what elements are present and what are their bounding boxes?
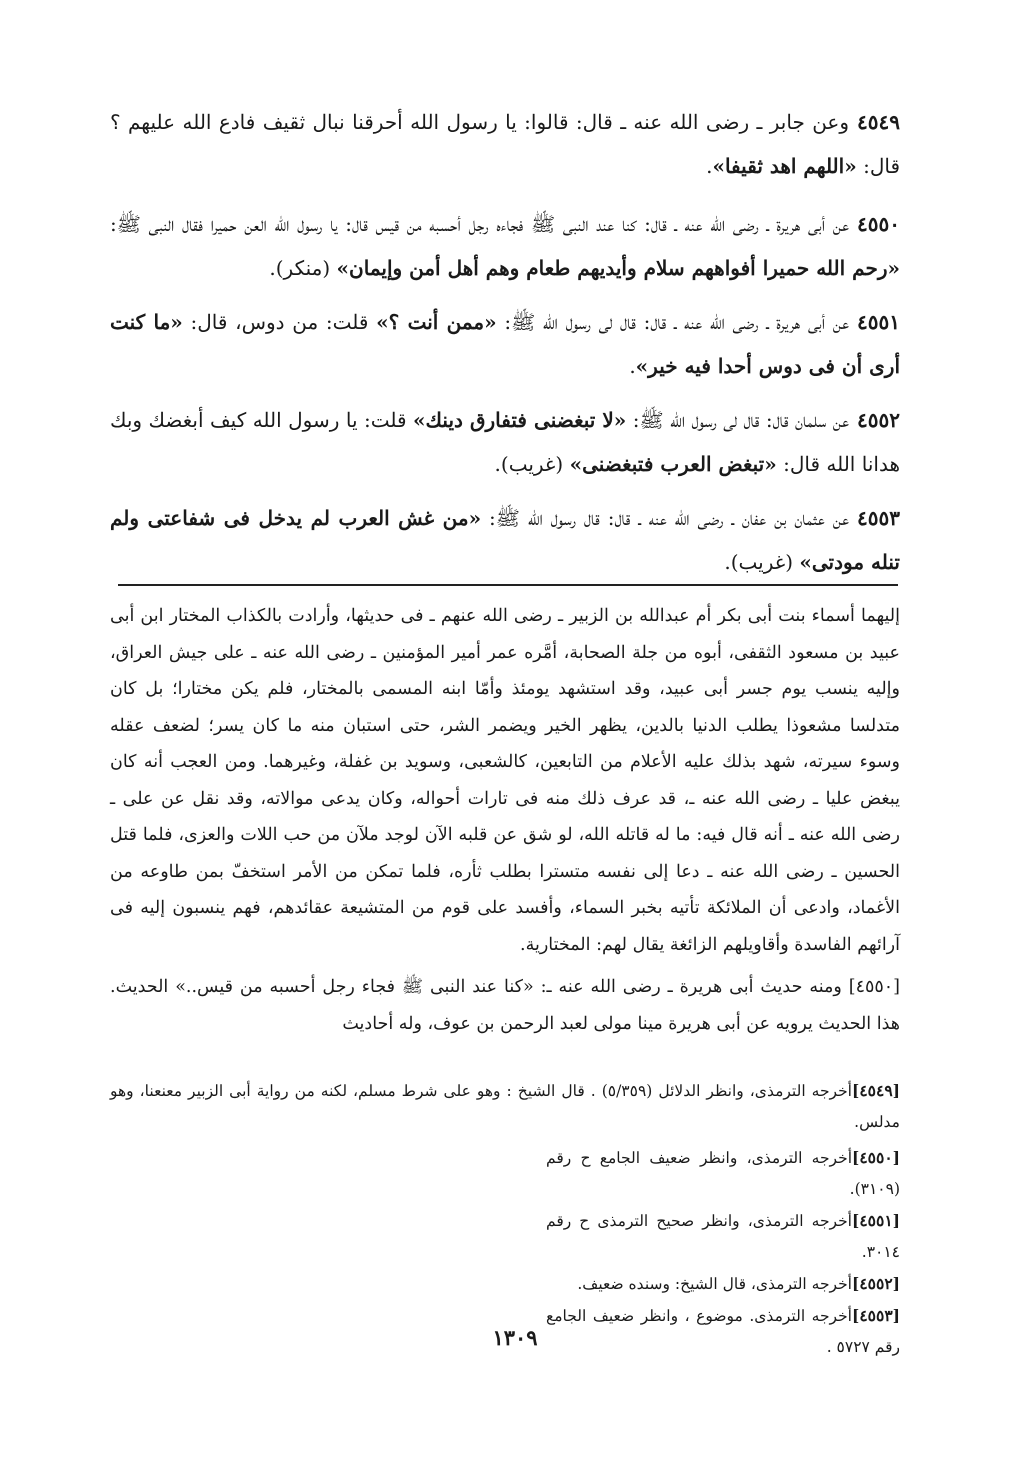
hadith-4551 xyxy=(110,300,900,388)
footnote-text: أخرجه الترمذى، وانظر الدلائل (٥/٣٥٩) . قال الشيخ : وهو على شرط مسلم، لكنه من رواية أبى الزبير معنعنا، وهو مدلس. xyxy=(110,1082,900,1131)
hadith-quote: «ممن أنت ؟» xyxy=(376,310,497,334)
commentary-section xyxy=(110,598,900,1042)
hadith-text: . xyxy=(629,354,636,378)
hadith-text: عن أبى هريرة ـ رضى الله عنه ـ قال: قال لى رسول الله ﷺ: xyxy=(496,310,850,334)
footnote-text: أخرجه الترمذى، وانظر ضعيف الجامع ح رقم (٣١٠٩). xyxy=(546,1149,900,1198)
hadith-number: ٤٥٥٣ xyxy=(857,506,900,530)
commentary-paragraph: [٤٥٥٠] ومنه حديث أبى هريرة ـ رضى الله عنه ـ: «كنا عند النبى ﷺ فجاء رجل أحسبه من قيس..» الحديث. هذا الحديث يرويه عن أبى هريرة مينا مولى لعبد الرحمن بن عوف، وله أحاديث xyxy=(110,977,900,1034)
hadith-grade: (غريب). xyxy=(494,452,570,476)
hadith-4549 xyxy=(110,100,900,188)
hadith-section xyxy=(110,100,900,584)
hadith-quote: «رحم الله حميرا أفواههم سلام وأيديهم طعام وهم أهل أمن وإيمان» xyxy=(336,256,900,280)
hadith-number: ٤٥٥١ xyxy=(857,310,900,334)
footnote-tag: [٤٥٥١] xyxy=(852,1211,900,1230)
hadith-number: ٤٥٤٩ xyxy=(857,110,900,134)
hadith-number: ٤٥٥٢ xyxy=(857,408,900,432)
footnote-text: أخرجه الترمذى، قال الشيخ: وسنده ضعيف. xyxy=(577,1275,852,1293)
footnote-tag: [٤٥٥٢] xyxy=(852,1274,900,1293)
footnote xyxy=(110,1075,900,1138)
hadith-quote: «لا تبغضنى فتفارق دينك» xyxy=(413,408,627,432)
hadith-4552 xyxy=(110,398,900,486)
hadith-quote: «تبغض العرب فتبغضنى» xyxy=(569,452,777,476)
hadith-text: عن سلمان قال: قال لى رسول الله ﷺ: xyxy=(626,408,850,432)
hadith-4550 xyxy=(110,202,900,290)
hadith-quote: «من غش العرب لم يدخل فى شفاعتى ولم تنله مودتى» xyxy=(110,506,900,574)
footnote xyxy=(546,1142,900,1205)
footnote-text: أخرجه الترمذى، وانظر صحيح الترمذى ح رقم ٣٠١٤. xyxy=(546,1212,900,1261)
page-number: ١٣٠٩ xyxy=(492,1325,538,1350)
hadith-text: قلت: من دوس، قال: xyxy=(182,310,377,334)
hadith-quote: «اللهم اهد ثقيفا» xyxy=(712,154,857,178)
hadith-grade: (غريب). xyxy=(724,550,800,574)
commentary-paragraph: إليهما أسماء بنت أبى بكر أم عبدالله بن الزبير ـ رضى الله عنهم ـ فى حديثها، وأرادت بالكذاب المختار ابن أبى عبيد بن مسعود الثقفى، أبوه من جلة الصحابة، أمَّره عمر أمير المؤمنين ـ رضى الله عنه ـ على جيش العراق، وإليه ينسب يوم جسر أبى عبيد، وقد استشهد يومئذ وأمّا ابنه المسمى بالمختار، فلم يكن مختارا؛ بل كان متدلسا مشعوذا يطلب الدنيا بالدين، يظهر الخير ويضمر الشر، حتى استبان منه ما كان يسر؛ لضعف عقله وسوء سيرته، شهد بذلك عليه الأعلام من التابعين، كالشعبى، وسويد بن غفلة، وغيرهما. ومن العجب أنه كان يبغض عليا ـ رضى الله عنه ـ، قد عرف ذلك منه فى تارات أحواله، وكان يدعى موالاته، وقد نقل عن على ـ رضى الله عنه ـ أنه قال فيه: ما له قاتله الله، لو شق عن قلبه الآن لوجد ملآن من حب اللات والعزى، فلما قتل الحسين ـ رضى الله عنه ـ دعا إلى نفسه متسترا بطلب ثأره، فلما تمكن من الأمر استخفّ بمن طاوعه من الأغماد، وادعى أن الملائكة تأتيه بخبر السماء، وأفسد على قوم من المتشيعة عقائدهم، فهم ينسبون إليه فى آرائهم الفاسدة وأقاويلهم الزائغة يقال لهم: المختارية. xyxy=(110,606,900,955)
section-divider xyxy=(118,584,898,586)
hadith-text: . xyxy=(706,154,713,178)
hadith-quote: «ما كنت أرى أن فى دوس أحدا فيه خير» xyxy=(110,310,900,378)
footnote xyxy=(546,1268,900,1300)
footnote xyxy=(546,1205,900,1268)
hadith-grade: (منكر). xyxy=(269,256,337,280)
footnote-tag: [٤٥٥٣] xyxy=(852,1306,900,1325)
hadith-4553 xyxy=(110,496,900,584)
hadith-text: وعن جابر ـ رضى الله عنه ـ قال: قالوا: يا رسول الله أحرقنا نبال ثقيف فادع الله عليهم ؟ قال: xyxy=(110,110,900,178)
hadith-text: عن أبى هريرة ـ رضى الله عنه ـ قال: كنا عند النبى ﷺ فجاءه رجل أحسبه من قيس قال: يا رسول الله العن حميرا فقال النبى ﷺ: xyxy=(110,212,850,236)
footnote-tag: [٤٥٤٩] xyxy=(852,1081,900,1100)
hadith-number: ٤٥٥٠ xyxy=(857,212,900,236)
hadith-text: قلت: يا رسول الله كيف أبغضك وبك هدانا الله قال: xyxy=(110,408,900,476)
footnote-text: أخرجه الترمذى. موضوع ، وانظر ضعيف الجامع رقم ٥٧٢٧ . xyxy=(546,1307,900,1356)
footnote-tag: [٤٥٥٠] xyxy=(852,1148,900,1167)
hadith-text: عن عثمان بن عفان ـ رضى الله عنه ـ قال: قال رسول الله ﷺ: xyxy=(481,506,850,530)
footnotes-section xyxy=(110,1075,900,1363)
